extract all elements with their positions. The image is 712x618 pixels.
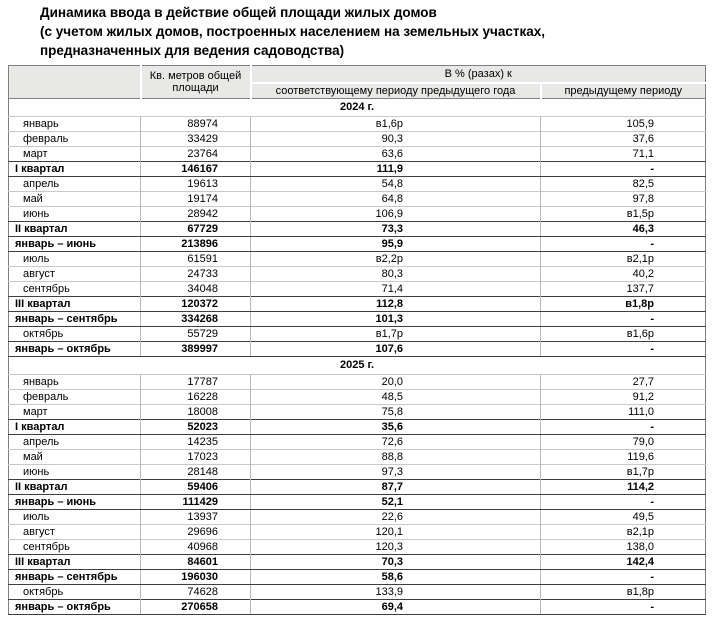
prev-year-cell: 97,3 — [251, 465, 541, 480]
sqm-cell: 23764 — [141, 147, 251, 162]
prev-period-cell: 137,7 — [541, 282, 706, 297]
sqm-cell: 16228 — [141, 390, 251, 405]
prev-period-cell: 142,4 — [541, 555, 706, 570]
sqm-cell: 33429 — [141, 132, 251, 147]
prev-period-cell: в1,5р — [541, 207, 706, 222]
prev-period-cell: 46,3 — [541, 222, 706, 237]
table-row — [9, 405, 706, 420]
table-row — [9, 192, 706, 207]
table-row — [9, 435, 706, 450]
prev-period-cell: - — [541, 162, 706, 177]
row-label-cell: сентябрь — [9, 540, 141, 555]
row-label-cell: июнь — [9, 207, 141, 222]
row-label-cell: январь – сентябрь — [9, 570, 141, 585]
prev-year-cell: в2,2р — [251, 252, 541, 267]
sqm-cell: 334268 — [141, 312, 251, 327]
prev-period-cell: - — [541, 600, 706, 615]
table-row — [9, 510, 706, 525]
sqm-cell: 146167 — [141, 162, 251, 177]
row-label-cell: II квартал — [9, 480, 141, 495]
row-label-cell: май — [9, 192, 141, 207]
sqm-cell: 84601 — [141, 555, 251, 570]
prev-year-cell: 64,8 — [251, 192, 541, 207]
prev-period-cell: в1,7р — [541, 465, 706, 480]
prev-year-cell: 107,6 — [251, 342, 541, 357]
row-label-cell: август — [9, 267, 141, 282]
prev-year-cell: 20,0 — [251, 375, 541, 390]
year-section-row — [9, 357, 706, 375]
sqm-cell: 196030 — [141, 570, 251, 585]
row-label-cell: апрель — [9, 435, 141, 450]
table-row — [9, 117, 706, 132]
row-label-cell: февраль — [9, 390, 141, 405]
prev-year-cell: 90,3 — [251, 132, 541, 147]
table-row — [9, 252, 706, 267]
table-row — [9, 375, 706, 390]
sqm-cell: 34048 — [141, 282, 251, 297]
prev-period-cell: - — [541, 570, 706, 585]
prev-year-cell: в1,6р — [251, 117, 541, 132]
sqm-cell: 389997 — [141, 342, 251, 357]
sqm-cell: 120372 — [141, 297, 251, 312]
prev-year-cell: 106,9 — [251, 207, 541, 222]
prev-period-cell: 49,5 — [541, 510, 706, 525]
prev-year-cell: 95,9 — [251, 237, 541, 252]
summary-row — [9, 495, 706, 510]
row-label-cell: III квартал — [9, 555, 141, 570]
row-label-cell: май — [9, 450, 141, 465]
header-row-1 — [9, 66, 706, 83]
prev-period-cell: 79,0 — [541, 435, 706, 450]
prev-period-cell: в2,1р — [541, 525, 706, 540]
title-line-2: (с учетом жилых домов, построенных населением на земельных участках, — [40, 24, 546, 39]
prev-period-cell: - — [541, 342, 706, 357]
table-row — [9, 132, 706, 147]
prev-period-cell: - — [541, 237, 706, 252]
prev-year-cell: 111,9 — [251, 162, 541, 177]
table-row — [9, 147, 706, 162]
sqm-cell: 88974 — [141, 117, 251, 132]
summary-row — [9, 312, 706, 327]
prev-period-cell: 71,1 — [541, 147, 706, 162]
prev-period-cell: 40,2 — [541, 267, 706, 282]
prev-year-cell: 120,3 — [251, 540, 541, 555]
sqm-cell: 29696 — [141, 525, 251, 540]
prev-period-cell: 138,0 — [541, 540, 706, 555]
sqm-cell: 59406 — [141, 480, 251, 495]
prev-year-cell: 88,8 — [251, 450, 541, 465]
row-label-cell: февраль — [9, 132, 141, 147]
row-label-cell: II квартал — [9, 222, 141, 237]
prev-year-cell: 133,9 — [251, 585, 541, 600]
sqm-cell: 55729 — [141, 327, 251, 342]
prev-year-cell: 73,3 — [251, 222, 541, 237]
table-body — [9, 99, 706, 615]
table-row — [9, 540, 706, 555]
sqm-cell: 17023 — [141, 450, 251, 465]
prev-period-cell: в2,1р — [541, 252, 706, 267]
sqm-cell: 14235 — [141, 435, 251, 450]
summary-row — [9, 570, 706, 585]
summary-row — [9, 600, 706, 615]
sqm-cell: 67729 — [141, 222, 251, 237]
prev-period-cell: - — [541, 312, 706, 327]
prev-period-cell: 91,2 — [541, 390, 706, 405]
row-label-cell: апрель — [9, 177, 141, 192]
prev-year-cell: 112,8 — [251, 297, 541, 312]
table-row — [9, 207, 706, 222]
prev-period-cell: 111,0 — [541, 405, 706, 420]
prev-year-cell: 75,8 — [251, 405, 541, 420]
sqm-cell: 13937 — [141, 510, 251, 525]
row-label-cell: январь — [9, 117, 141, 132]
prev-period-cell: 114,2 — [541, 480, 706, 495]
row-label-cell: январь — [9, 375, 141, 390]
prev-year-cell: 35,6 — [251, 420, 541, 435]
prev-year-cell: 71,4 — [251, 282, 541, 297]
summary-row — [9, 297, 706, 312]
table-row — [9, 585, 706, 600]
row-label-cell: январь – сентябрь — [9, 312, 141, 327]
row-label-cell: октябрь — [9, 327, 141, 342]
prev-period-cell: 37,6 — [541, 132, 706, 147]
row-label-cell: III квартал — [9, 297, 141, 312]
year-label: 2024 г. — [9, 99, 706, 117]
table-row — [9, 390, 706, 405]
row-label-cell: март — [9, 147, 141, 162]
summary-row — [9, 237, 706, 252]
prev-period-cell: в1,8р — [541, 585, 706, 600]
sqm-cell: 74628 — [141, 585, 251, 600]
prev-period-cell: в1,6р — [541, 327, 706, 342]
year-label: 2025 г. — [9, 357, 706, 375]
table-row — [9, 177, 706, 192]
table-header — [9, 66, 706, 99]
prev-period-column-header: предыдущему периоду — [541, 83, 706, 99]
sqm-cell: 52023 — [141, 420, 251, 435]
summary-row — [9, 420, 706, 435]
table-row — [9, 525, 706, 540]
prev-year-cell: 52,1 — [251, 495, 541, 510]
prev-year-cell: 101,3 — [251, 312, 541, 327]
sqm-cell: 270658 — [141, 600, 251, 615]
prev-year-cell: 87,7 — [251, 480, 541, 495]
prev-period-cell: 97,8 — [541, 192, 706, 207]
prev-year-cell: 70,3 — [251, 555, 541, 570]
row-label-cell: январь – октябрь — [9, 600, 141, 615]
summary-row — [9, 480, 706, 495]
sqm-cell: 213896 — [141, 237, 251, 252]
table-row — [9, 450, 706, 465]
sqm-cell: 61591 — [141, 252, 251, 267]
row-label-cell: январь – июнь — [9, 495, 141, 510]
year-section-row — [9, 99, 706, 117]
summary-row — [9, 222, 706, 237]
summary-row — [9, 342, 706, 357]
row-label-cell: сентябрь — [9, 282, 141, 297]
sqm-cell: 17787 — [141, 375, 251, 390]
row-label-cell: март — [9, 405, 141, 420]
table-row — [9, 327, 706, 342]
page-title — [40, 3, 545, 60]
prev-year-cell: 80,3 — [251, 267, 541, 282]
row-label-cell: октябрь — [9, 585, 141, 600]
prev-year-cell: 63,6 — [251, 147, 541, 162]
sqm-cell: 28942 — [141, 207, 251, 222]
prev-year-cell: 69,4 — [251, 600, 541, 615]
sqm-cell: 19174 — [141, 192, 251, 207]
prev-year-cell: 72,6 — [251, 435, 541, 450]
percent-group-header: В % (разах) к — [251, 66, 706, 83]
row-label-cell: август — [9, 525, 141, 540]
housing-dynamics-table — [8, 65, 706, 615]
summary-row — [9, 555, 706, 570]
table-row — [9, 282, 706, 297]
prev-year-cell: в1,7р — [251, 327, 541, 342]
sqm-cell: 40968 — [141, 540, 251, 555]
sqm-cell: 28148 — [141, 465, 251, 480]
summary-row — [9, 162, 706, 177]
corner-header-cell — [9, 66, 141, 99]
prev-period-cell: 105,9 — [541, 117, 706, 132]
row-label-cell: июль — [9, 510, 141, 525]
sqm-cell: 111429 — [141, 495, 251, 510]
prev-year-cell: 22,6 — [251, 510, 541, 525]
title-line-1: Динамика ввода в действие общей площади жилых домов — [40, 5, 437, 20]
prev-year-cell: 58,6 — [251, 570, 541, 585]
sqm-cell: 18008 — [141, 405, 251, 420]
row-label-cell: I квартал — [9, 162, 141, 177]
title-line-3: предназначенных для ведения садоводства) — [40, 43, 345, 58]
row-label-cell: I квартал — [9, 420, 141, 435]
prev-period-cell: 119,6 — [541, 450, 706, 465]
table-row — [9, 465, 706, 480]
sqm-column-header: Кв. метров общей площади — [141, 66, 251, 99]
prev-year-cell: 120,1 — [251, 525, 541, 540]
prev-year-cell: 54,8 — [251, 177, 541, 192]
prev-period-cell: - — [541, 495, 706, 510]
sqm-cell: 19613 — [141, 177, 251, 192]
prev-period-cell: 82,5 — [541, 177, 706, 192]
row-label-cell: январь – октябрь — [9, 342, 141, 357]
row-label-cell: июнь — [9, 465, 141, 480]
table-row — [9, 267, 706, 282]
prev-year-column-header: соответствующему периоду предыдущего года — [251, 83, 541, 99]
prev-year-cell: 48,5 — [251, 390, 541, 405]
prev-period-cell: 27,7 — [541, 375, 706, 390]
prev-period-cell: в1,8р — [541, 297, 706, 312]
row-label-cell: январь – июнь — [9, 237, 141, 252]
row-label-cell: июль — [9, 252, 141, 267]
sqm-cell: 24733 — [141, 267, 251, 282]
prev-period-cell: - — [541, 420, 706, 435]
